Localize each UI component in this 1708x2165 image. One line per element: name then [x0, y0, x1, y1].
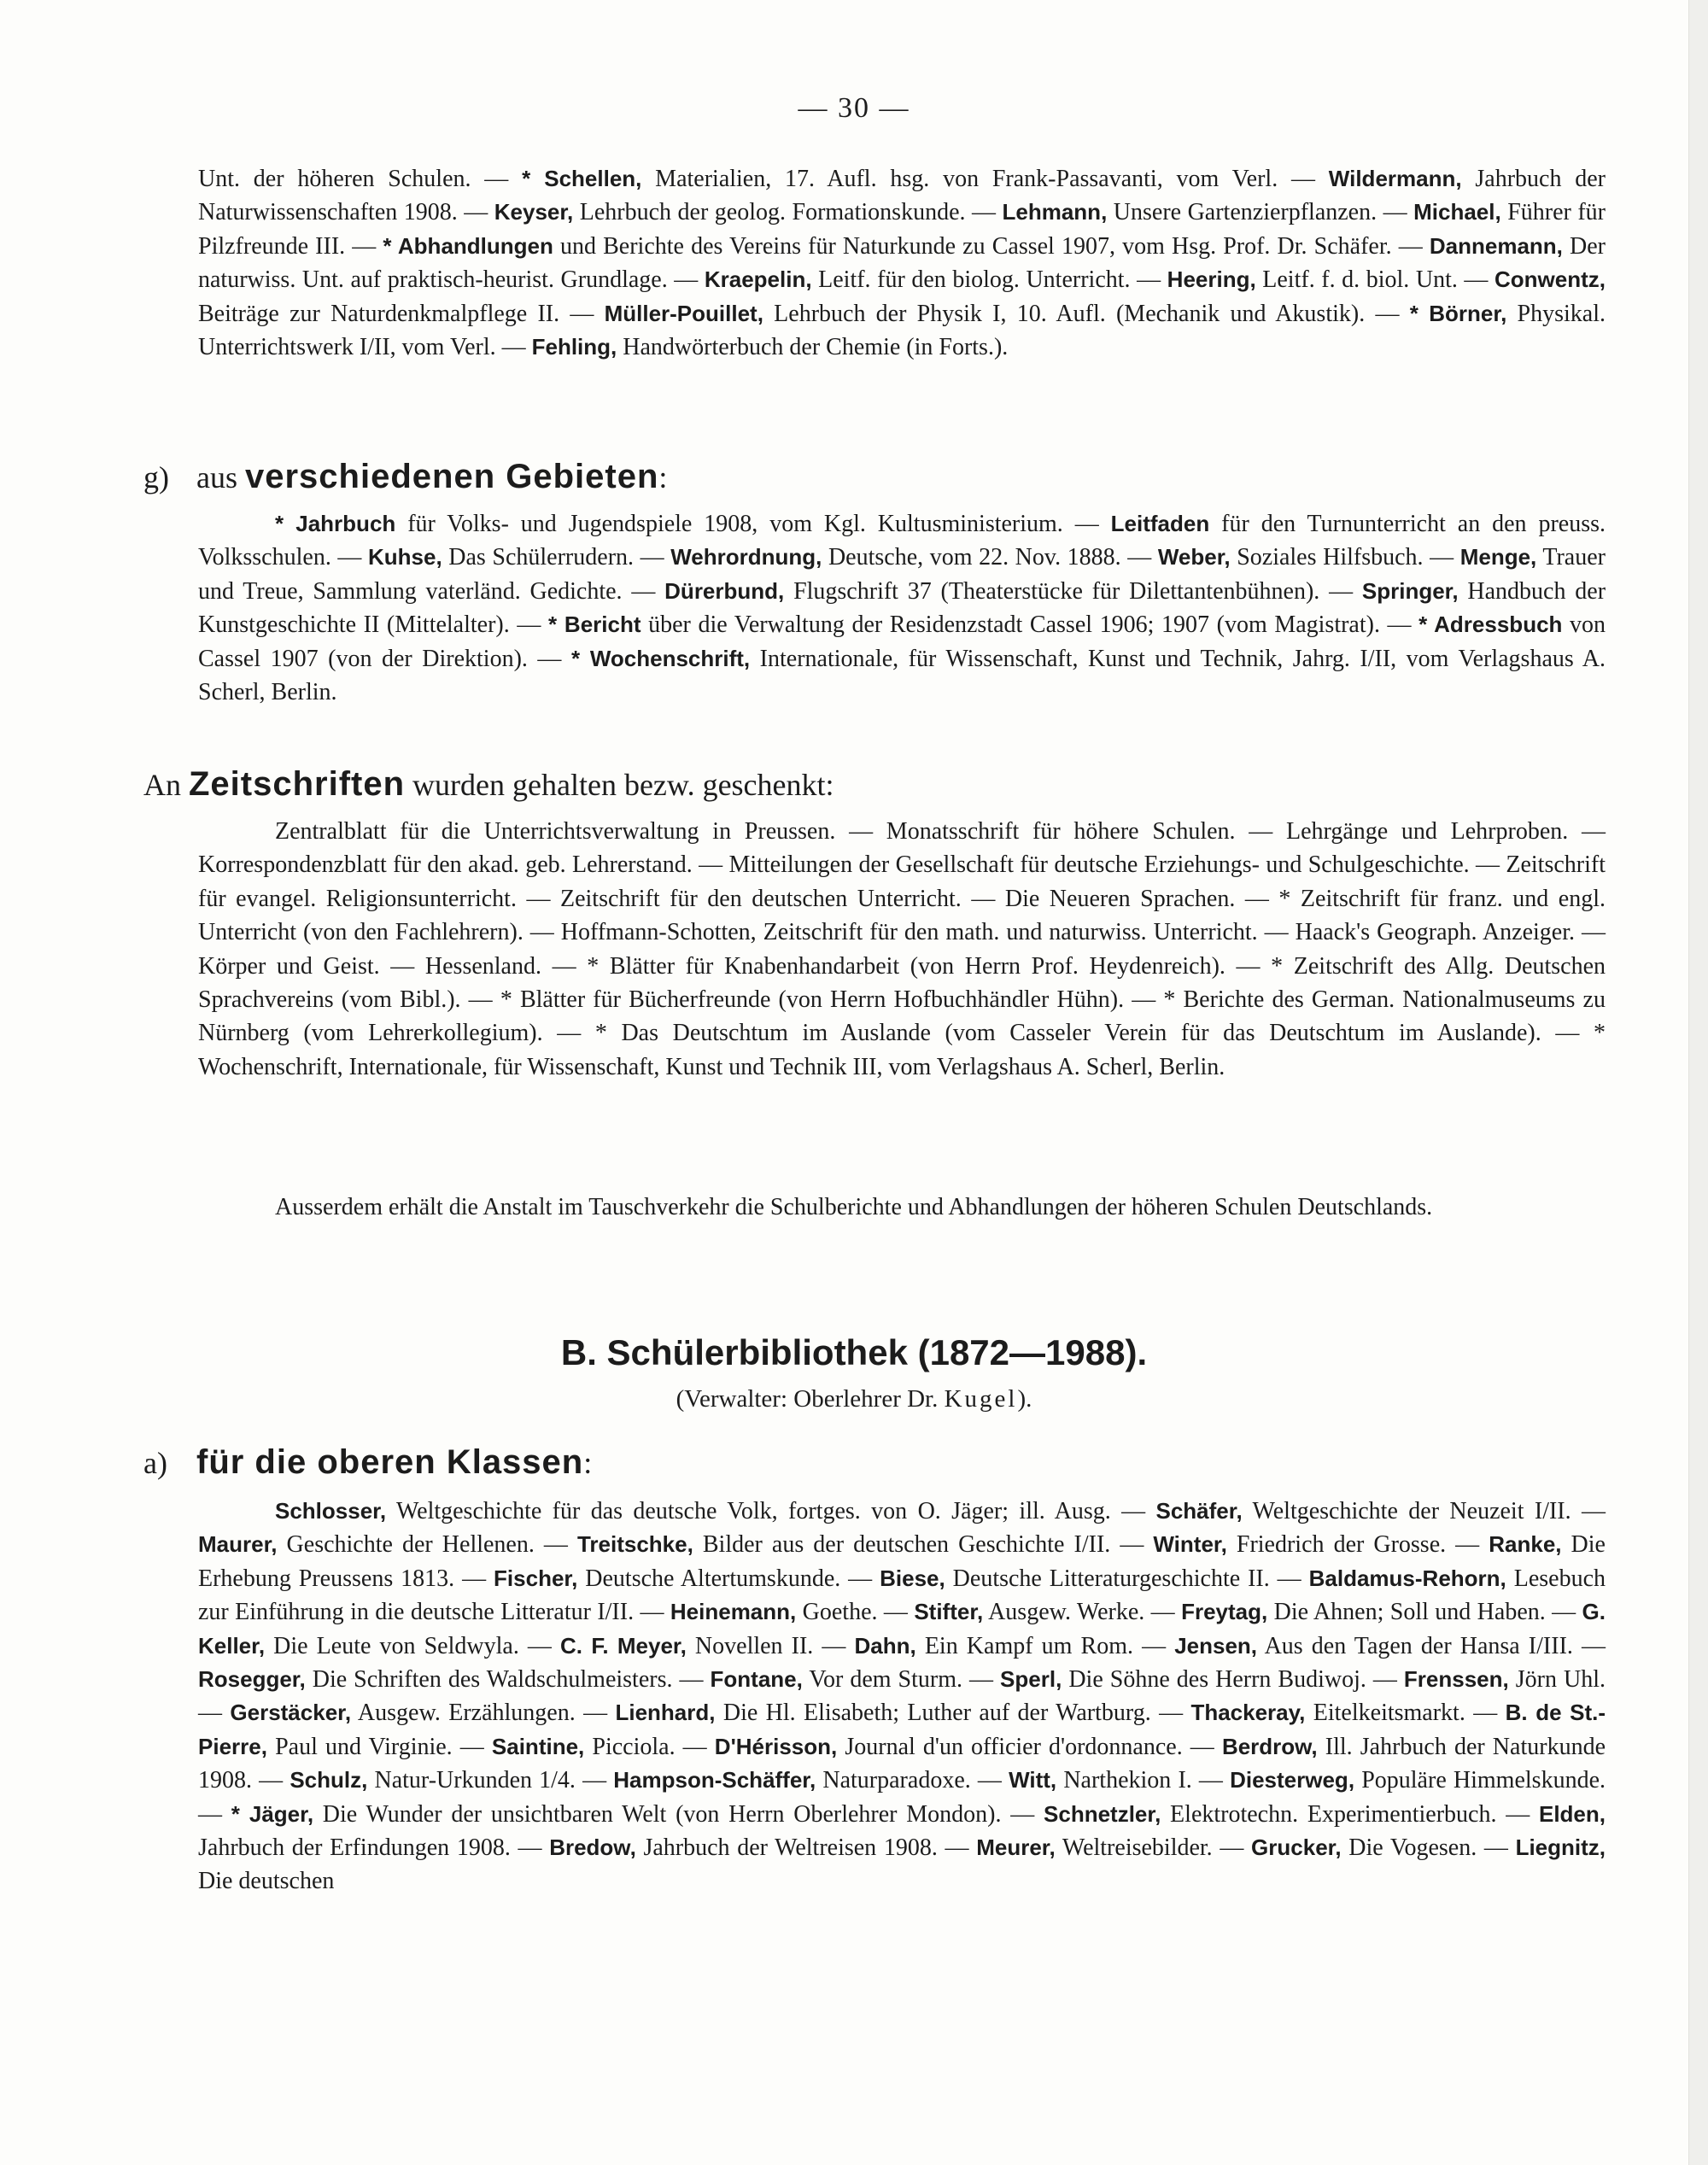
text-run: Flugschrift 37 (Theaterstücke für Dilettantenbühnen). —	[784, 577, 1362, 605]
page-number: — 30 —	[798, 92, 910, 124]
author-name: Saintine,	[491, 1733, 585, 1759]
author-name: B. de St.-Pierre,	[198, 1700, 1606, 1759]
author-name: Baldamus-Rehorn,	[1308, 1565, 1506, 1591]
text-run: Das Schülerrudern. —	[442, 544, 671, 571]
section-b-subtitle-name: Kugel	[944, 1385, 1018, 1413]
author-name: G. Keller,	[198, 1599, 1606, 1659]
text-run: Ausgew. Werke. —	[983, 1599, 1182, 1626]
author-name: Keyser,	[494, 199, 574, 225]
author-name: Lienhard,	[615, 1700, 716, 1726]
text-run: Führer für Pilzfreunde III. —	[198, 199, 1606, 260]
author-name: Fehling,	[531, 334, 617, 360]
author-name: * Jäger,	[231, 1800, 314, 1827]
author-name: Schäfer,	[1155, 1498, 1243, 1524]
author-name: Treitschke,	[576, 1531, 693, 1558]
section-a-title: für die oberen Klassen	[196, 1443, 584, 1481]
author-name: Freytag,	[1181, 1599, 1268, 1625]
section-a-paragraph	[198, 1495, 1606, 1899]
section-g-paragraph	[198, 507, 1606, 709]
text-run: Goethe. —	[796, 1599, 915, 1626]
section-g-suffix: :	[658, 460, 668, 494]
author-name: Heinemann,	[670, 1599, 797, 1625]
text-run: Naturparadoxe. —	[816, 1767, 1009, 1794]
author-name: Witt,	[1009, 1767, 1057, 1793]
section-g-label: g)	[143, 460, 169, 494]
author-name: C. F. Meyer,	[560, 1632, 687, 1659]
section-g-title: verschiedenen Gebieten	[245, 458, 659, 495]
section-b-subtitle	[0, 1385, 1708, 1413]
author-name: Fontane,	[710, 1666, 803, 1693]
author-name: Schlosser,	[275, 1498, 387, 1524]
author-name: Hampson-Schäffer,	[613, 1767, 816, 1793]
text-run: Populäre Himmelskunde. —	[198, 1767, 1606, 1828]
text-run: Weltgeschichte für das deutsche Volk, fortges. von O. Jäger; ill. Ausg. —	[386, 1498, 1156, 1524]
author-name: Frenssen,	[1403, 1666, 1509, 1693]
zeitschriften-prefix: An	[143, 768, 189, 802]
text-run: Physikal. Unterrichtswerk I/II, vom Verl. —	[198, 300, 1606, 361]
author-name: Maurer,	[198, 1531, 278, 1558]
author-name: Michael,	[1413, 199, 1501, 225]
author-name: Sperl,	[1000, 1666, 1062, 1693]
author-name: D'Hérisson,	[714, 1733, 838, 1759]
text-run: Jahrbuch der Erfindungen 1908. —	[198, 1834, 550, 1862]
section-a-heading	[143, 1443, 1595, 1482]
text-run: Die Erhebung Preussens 1813. —	[198, 1531, 1606, 1592]
section-b-title: B. Schülerbibliothek (1872—1988).	[560, 1332, 1148, 1372]
author-name: Rosegger,	[198, 1666, 306, 1693]
text-run: Vor dem Sturm. —	[802, 1666, 1001, 1694]
author-name: Jensen,	[1174, 1632, 1258, 1659]
author-name: Weber,	[1157, 544, 1231, 571]
author-name: Grucker,	[1251, 1834, 1342, 1861]
text-run: Materialien, 17. Aufl. hsg. von Frank-Passavanti, vom Verl. —	[641, 166, 1329, 192]
zeitschriften-heading	[143, 765, 1595, 804]
author-name: * Wochenschrift,	[570, 645, 751, 671]
author-name: Diesterweg,	[1230, 1767, 1355, 1793]
author-name: Fischer,	[494, 1565, 578, 1591]
text-run: Die Wunder der unsichtbaren Welt (von Herrn Oberlehrer Mondon). —	[313, 1800, 1044, 1828]
text-run: Die Söhne des Herrn Budiwoj. —	[1062, 1666, 1404, 1694]
text-run: Handbuch der Kunstgeschichte II (Mittelalter). —	[198, 577, 1606, 639]
text-run: Ausgew. Erzählungen. —	[351, 1700, 616, 1727]
author-name: Leitfaden	[1110, 511, 1210, 536]
text-run: Leitf. f. d. biol. Unt. —	[1255, 266, 1494, 294]
text-run: Deutsche Litteraturgeschichte II. —	[945, 1565, 1309, 1592]
tausch-paragraph: Ausserdem erhält die Anstalt im Tauschverkehr die Schulberichte und Abhandlungen der höheren Schulen Deutschlands.	[275, 1194, 1433, 1220]
text-run: Unsere Gartenzierpflanzen. —	[1107, 199, 1414, 226]
author-name: * Abhandlungen	[383, 232, 553, 259]
author-name: Springer,	[1361, 577, 1459, 604]
text-run: für Volks- und Jugendspiele 1908, vom Kgl. Kultusministerium. —	[395, 511, 1111, 537]
author-name: Heering,	[1167, 266, 1256, 293]
author-name: Elden,	[1538, 1800, 1606, 1827]
text-run: Handwörterbuch der Chemie (in Forts.).	[617, 334, 1009, 361]
text-run: Leitf. für den biolog. Unterricht. —	[811, 266, 1167, 294]
text-run: Bilder aus der deutschen Geschichte I/II. —	[693, 1531, 1154, 1559]
author-name: Dannemann,	[1429, 232, 1563, 259]
text-run: Lehrbuch der Physik I, 10. Aufl. (Mechanik und Akustik). —	[763, 300, 1410, 327]
text-run: Die Schriften des Waldschulmeisters. —	[305, 1666, 711, 1694]
author-name: * Adressbuch	[1418, 611, 1563, 638]
page-edge	[1688, 0, 1708, 2165]
author-name: Liegnitz,	[1515, 1834, 1606, 1861]
text-run: Der naturwiss. Unt. auf praktisch-heurist. Grundlage. —	[198, 232, 1606, 294]
zeitschriften-suffix: wurden gehalten bezw. geschenkt:	[405, 768, 834, 802]
author-name: * Jahrbuch	[275, 511, 396, 536]
text-run: Journal d'un officier d'ordonnance. —	[837, 1733, 1222, 1760]
section-b-subtitle-prefix: (Verwalter: Oberlehrer Dr.	[676, 1385, 945, 1413]
author-name: Kuhse,	[368, 544, 442, 571]
text-run: Eitelkeitsmarkt. —	[1305, 1700, 1506, 1727]
text-run: Narthekion I. —	[1056, 1767, 1231, 1794]
author-name: Meurer,	[976, 1834, 1056, 1861]
text-run: Beiträge zur Naturdenkmalpflege II. —	[198, 300, 605, 327]
text-run: Aus den Tagen der Hansa I/III. —	[1257, 1632, 1606, 1659]
section-a-suffix: :	[583, 1446, 593, 1480]
author-name: Ranke,	[1489, 1531, 1562, 1558]
author-name: * Börner,	[1409, 300, 1507, 326]
author-name: Dahn,	[854, 1632, 916, 1659]
author-name: Lehmann,	[1002, 199, 1108, 225]
author-name: Berdrow,	[1221, 1733, 1318, 1759]
text-run: Die deutschen	[198, 1868, 335, 1895]
author-name: Thackeray,	[1190, 1700, 1306, 1726]
text-run: Die Ahnen; Soll und Haben. —	[1267, 1599, 1582, 1626]
author-name: Bredow,	[549, 1834, 636, 1861]
section-g-heading	[143, 458, 1595, 496]
author-name: Stifter,	[914, 1599, 984, 1625]
text-run: Soziales Hilfsbuch. —	[1230, 544, 1460, 571]
text-run: Deutsche, vom 22. Nov. 1888. —	[822, 544, 1158, 571]
section-b-subtitle-suffix: ).	[1017, 1385, 1032, 1413]
text-run: Deutsche Altertumskunde. —	[577, 1565, 880, 1592]
text-run: und Berichte des Vereins für Naturkunde zu Cassel 1907, vom Hsg. Prof. Dr. Schäfer. —	[553, 232, 1430, 260]
text-run: Jahrbuch der Weltreisen 1908. —	[635, 1834, 977, 1862]
author-name: Kraepelin,	[704, 266, 812, 293]
text-run: Weltreisebilder. —	[1055, 1834, 1252, 1862]
text-run: Geschichte der Hellenen. —	[277, 1531, 577, 1559]
author-name: Winter,	[1153, 1531, 1227, 1558]
section-a-label: a)	[143, 1446, 167, 1480]
author-name: * Bericht	[547, 611, 641, 638]
text-run: Weltgeschichte der Neuzeit I/II. —	[1242, 1498, 1606, 1524]
author-name: Menge,	[1459, 544, 1537, 571]
text-run: Die Vogesen. —	[1341, 1834, 1516, 1862]
zeitschriften-paragraph: Zentralblatt für die Unterrichtsverwaltung in Preussen. — Monatsschrift für höhere Schulen. — Lehrgänge und Lehrproben. — Korrespondenzblatt für den akad. geb. Lehrerstand. — Mitteilungen der Gesellschaft für deutsche Erziehungs- und Schulgeschichte. — Zeitschrift für evangel. Religionsunterricht. — Zeitschrift für den deutschen Unterricht. — Die Neueren Sprachen. — * Zeitschrift für franz. und engl. Unterricht (von den Fachlehrern). — Hoffmann-Schotten, Zeitschrift für den math. und naturwiss. Unterricht. — Haack's Geograph. Anzeiger. — Körper und Geist. — Hessenland. — * Blätter für Knabenhandarbeit (von Herrn Prof. Heydenreich). — * Zeitschrift des Allg. Deutschen Sprachvereins (vom Bibl.). — * Blätter für Bücherfreunde (von Herrn Hofbuchhändler Hühn). — * Berichte des German. Nationalmuseums zu Nürnberg (vom Lehrerkollegium). — * Das Deutschtum im Auslande (vom Casseler Verein für das Deutschtum im Auslande). — * Wochenschrift, Internationale, für Wissenschaft, Kunst und Technik III, vom Verlagshaus A. Scherl, Berlin.	[198, 818, 1606, 1080]
text-run: Trauer und Treue, Sammlung vaterländ. Gedichte. —	[198, 544, 1606, 605]
text-run: für den Turnunterricht an den preuss. Volksschulen. —	[198, 511, 1606, 571]
author-name: Wildermann,	[1328, 166, 1462, 191]
text-run: Internationale, für Wissenschaft, Kunst und Technik, Jahrg. I/II, vom Verlagshaus A. Scherl, Berlin.	[198, 645, 1606, 706]
author-name: Dürerbund,	[664, 577, 785, 604]
text-run: Unt. der höheren Schulen. —	[198, 166, 523, 192]
text-run: Jahrbuch der Naturwissenschaften 1908. —	[198, 166, 1606, 226]
author-name: Müller-Pouillet,	[604, 300, 763, 326]
text-run: über die Verwaltung der Residenzstadt Cassel 1906; 1907 (vom Magistrat). —	[640, 611, 1419, 639]
intro-paragraph	[198, 162, 1606, 364]
text-run: Novellen II. —	[686, 1632, 855, 1659]
text-run: von Cassel 1907 (von der Direktion). —	[198, 611, 1606, 672]
text-run: Die Hl. Elisabeth; Luther auf der Wartburg. —	[715, 1700, 1191, 1727]
author-name: Wehrordnung,	[670, 544, 822, 571]
author-name: Schnetzler,	[1044, 1800, 1161, 1827]
text-run: Jörn Uhl. —	[198, 1666, 1606, 1727]
text-run: Die Leute von Seldwyla. —	[265, 1632, 561, 1659]
author-name: * Schellen,	[522, 166, 642, 191]
author-name: Schulz,	[290, 1767, 368, 1793]
author-name: Conwentz,	[1494, 266, 1606, 293]
text-run: Ill. Jahrbuch der Naturkunde 1908. —	[198, 1733, 1606, 1794]
author-name: Biese,	[880, 1565, 945, 1591]
text-run: Lehrbuch der geolog. Formationskunde. —	[573, 199, 1003, 226]
text-run: Lesebuch zur Einführung in die deutsche Litteratur I/II. —	[198, 1565, 1606, 1626]
text-run: Picciola. —	[584, 1733, 715, 1760]
text-run: Elektrotechn. Experimentierbuch. —	[1161, 1800, 1539, 1828]
section-g-prefix: aus	[196, 460, 245, 494]
text-run: Friedrich der Grosse. —	[1226, 1531, 1489, 1559]
author-name: Gerstäcker,	[230, 1700, 352, 1726]
text-run: Paul und Virginie. —	[266, 1733, 492, 1760]
text-run: Natur-Urkunden 1/4. —	[367, 1767, 614, 1794]
text-run: Ein Kampf um Rom. —	[915, 1632, 1175, 1659]
zeitschriften-title: Zeitschriften	[189, 765, 406, 803]
